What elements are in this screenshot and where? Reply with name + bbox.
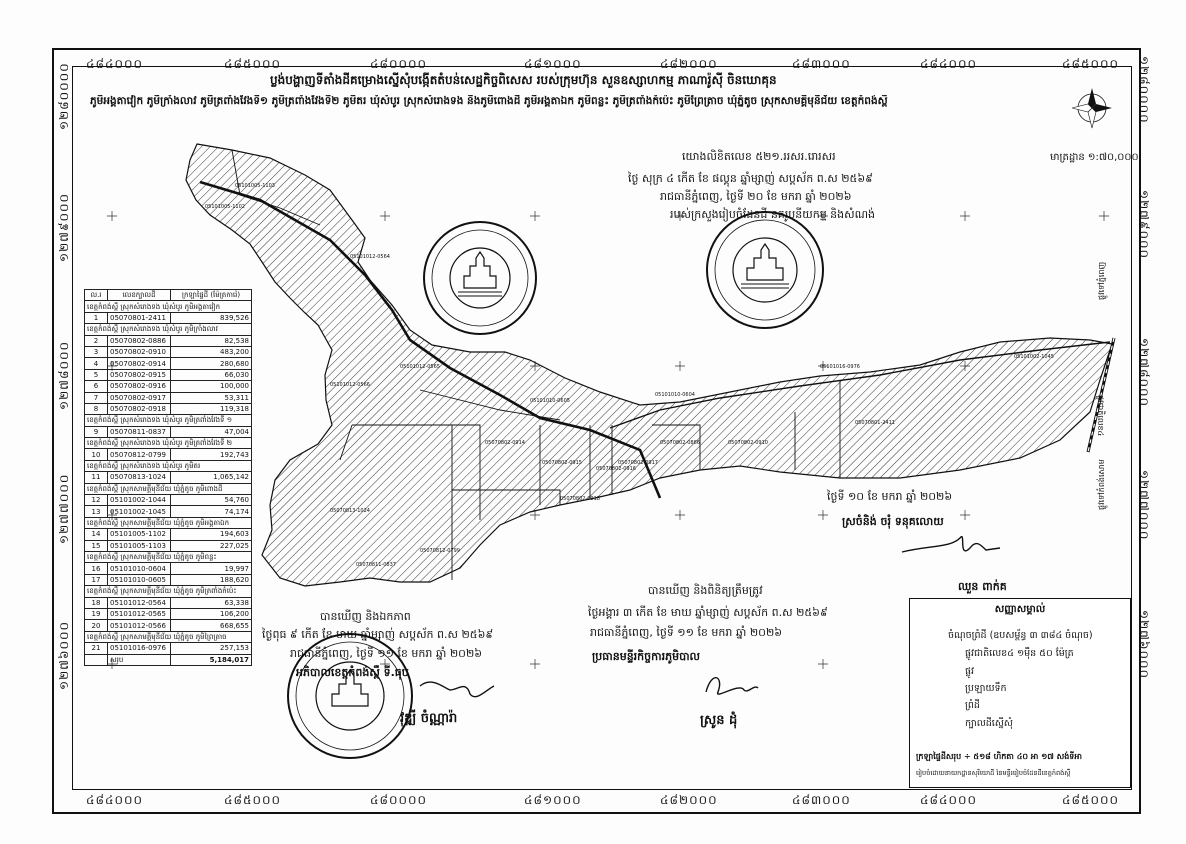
table-row [85,563,252,574]
table-total-row [85,654,252,665]
table-cell-no: 5 [85,369,108,380]
seen-right-office: ស្រចំនិង់ ចរុំ ទនុគលោយ [842,515,944,528]
grid-x-label: ៤៨១០០០ [524,57,582,71]
table-cell-no: 10 [85,449,108,460]
grid-x-label: ៤៨១០០០ [524,793,582,807]
table-cell-id: 05101010-0605 [108,574,171,585]
table-row [85,620,252,631]
plot-label: 05101012-0566 [330,382,370,388]
table-group-row [85,631,252,642]
grid-x-label: ៤៨៥០០០ [224,793,281,807]
seen-mid-place: រាជធានីភ្នំពេញ, ថ្ងៃទី ១១ ខែ មករា ឆ្នាំ ២០២៦ [590,626,783,639]
table-cell-no: 3 [85,346,108,357]
seen-mid-date: ថ្ងៃអង្គារ ៣ កើត ខែ មាឃ ឆ្នាំម្សាញ់ សប្តស័ក ព.ស ២៥៦៩ [588,606,828,619]
table-cell-id: 05101012-0566 [108,620,171,631]
table-group-label: ខេត្តកំពង់ស្ពឺ ស្រុកសំរោងទង ឃុំសំបូរ ភូមិត្រពាំងវែងទី ២ [85,438,252,449]
seen-mid-label: បានឃើញ និងពិនិត្យត្រឹមត្រូវ [648,584,763,597]
table-cell-area: 106,200 [171,608,252,619]
table-cell-id: 05101005-1102 [108,529,171,540]
grid-x-label: ៤៨៤០០០ [86,793,143,807]
legend-item-canal: ប្រឡាយទឹក [965,683,1007,694]
table-group-row [85,324,252,335]
plot-label: 05070811-0837 [356,562,396,568]
table-row [85,643,252,654]
plot-label: 05070802-0915 [542,460,582,466]
legend-item-national-road: ផ្លូវជាតិលេខ៤ ១ម៉ឺន ៥០ ម៉ែត្រ [965,648,1074,659]
table-cell-no: 17 [85,574,108,585]
plot-label: 05101012-0564 [350,254,390,260]
table-row [85,472,252,483]
table-cell-id: 05070802-0917 [108,392,171,403]
grid-x-label: ៤៨២០០០ [660,57,718,71]
grid-x-label: ៤៨៤០០០ [920,57,977,71]
table-cell-area: 1,065,142 [171,472,252,483]
table-group-row [85,460,252,471]
table-cell-no: 11 [85,472,108,483]
table-cell-area: 66,030 [171,369,252,380]
plot-label: 05101016-0976 [820,364,860,370]
table-cell-area: 194,603 [171,529,252,540]
approval-date: ថ្ងៃ សុក្រ ៤ កើត ខែ ផល្គុន ឆ្នាំម្សាញ់ សប្តស័ក ព.ស ២៥៦៩ [628,172,873,185]
table-group-label: ខេត្តកំពង់ស្ពឺ ស្រុកសាមគ្គីមុនីជ័យ ឃុំភ្នំតូច ភូមិអង្គតាឯក [85,517,252,528]
table-cell-no: 12 [85,495,108,506]
plot-label: 05070802-0914 [485,440,525,446]
table-total-label: សរុប [108,654,171,665]
table-cell-area: 119,318 [171,403,252,414]
grid-y-label: ១២៧៩០០០ [57,193,71,262]
table-row [85,574,252,585]
map-title: ប្លង់បង្ហាញទីតាំងដីគម្រោងស្នើសុំបង្កើតតំបន់សេដ្ឋកិច្ចពិសេស របស់ក្រុមហ៊ុន សួនឧស្សាហកម្ម ភាណារ៉ូសុី ចិនឃោគុន [270,73,777,87]
table-cell-id: 05101010-0604 [108,563,171,574]
seen-right-date: ថ្ងៃទី ១០ ខែ មករា ឆ្នាំ ២០២៦ [827,490,953,503]
table-group-label: ខេត្តកំពង់ស្ពឺ ស្រុកសំរោងទង ឃុំសំបូរ ភូមិក្រាំងលាវ [85,324,252,335]
table-cell-no: 2 [85,335,108,346]
grid-x-label: ៤៨២០០០ [660,793,718,807]
table-cell-no: 15 [85,540,108,551]
table-group-label: ខេត្តកំពង់ស្ពឺ ស្រុកសំរោងទង ឃុំសំបូរ ភូមិអង្គតាវៀក [85,301,252,312]
plot-label: 05070812-0799 [420,548,460,554]
table-cell-id: 05070802-0886 [108,335,171,346]
table-cell-area: 74,174 [171,506,252,517]
table-cell-area: 19,997 [171,563,252,574]
table-cell-no: 4 [85,358,108,369]
table-cell-area: 257,153 [171,643,252,654]
table-header-no: ល.រ [85,290,108,301]
road-label-kampong-som: ផ្លូវទៅកំពង់សោម [1097,459,1106,510]
road-label-national: ផ្លូវជាតិលេខ៤ [1096,395,1105,437]
table-cell-id: 05070801-2411 [108,312,171,323]
table-group-label: ខេត្តកំពង់ស្ពឺ ស្រុកសាមគ្គីមុនីជ័យ ឃុំភ្នំតូច ភូមិពោងដី [85,483,252,494]
table-cell-id: 05070802-0918 [108,403,171,414]
table-row [85,346,252,357]
table-group-row [85,438,252,449]
table-row [85,369,252,380]
plot-label: 05070802-0916 [596,466,636,472]
table-row [85,540,252,551]
table-row [85,597,252,608]
table-cell-no: 8 [85,403,108,414]
table-group-row [85,301,252,312]
table-row [85,335,252,346]
table-cell-area: 483,200 [171,346,252,357]
table-cell-id: 05101012-0565 [108,608,171,619]
table-row [85,426,252,437]
table-row [85,392,252,403]
parcel-table [84,289,252,666]
grid-y-label: ១២៧៧០០០ [1137,470,1151,541]
seen-mid-name: ស្រូន ដុំ [700,713,738,728]
plot-label: 05070801-2411 [855,420,895,426]
table-cell-area: 63,338 [171,597,252,608]
table-total-blank [85,654,108,665]
road-label-phnom-penh: ផ្លូវទៅភ្នំពេញ [1097,261,1106,300]
table-cell-area: 188,620 [171,574,252,585]
table-group-label: ខេត្តកំពង់ស្ពឺ ស្រុកសាមគ្គីមុនីជ័យ ឃុំភ្នំតូច ភូមិពន្លះ [85,551,252,562]
signature-left [420,682,494,697]
table-row [85,381,252,392]
table-cell-no: 21 [85,643,108,654]
table-group-row [85,415,252,426]
legend-item-boundary: ព្រំដី [965,700,980,711]
approval-ref: យោងលិខិតលេខ ៥២១.ររសរ.រោរសរ [682,150,836,163]
table-cell-no: 7 [85,392,108,403]
table-cell-area: 227,025 [171,540,252,551]
table-group-label: ខេត្តកំពង់ស្ពឺ ស្រុកសាមគ្គីមុនីជ័យ ឃុំភ្នំតូច ភូមិព្រៃត្រាច [85,631,252,642]
table-row [85,529,252,540]
grid-x-label: ៤៨៤០០០ [920,793,977,807]
grid-x-label: ៤៨៣០០០ [792,57,851,71]
map-subtitle: ភូមិអង្គតាវៀក ភូមិក្រាំងលាវ ភូមិត្រពាំងវែងទី១ ភូមិត្រពាំងវែងទី២ ភូមិតរ ឃុំសំបូរ ស្រុកសំរោងទង និងភូមិពោងដី ភូមិអង្គតាឯក ភូមិពន្លះ ភូមិត្រពាំងកំប៉េះ ភូមិព្រៃត្រាច ឃុំភ្នំតូច ស្រុកសាមគ្គីមុនីជ័យ ខេត្តកំពង់ស្ពឺ [90,95,888,107]
table-cell-area: 668,655 [171,620,252,631]
table-cell-no: 6 [85,381,108,392]
table-cell-id: 05101005-1103 [108,540,171,551]
table-group-row [85,551,252,562]
seen-left-name: វុឌ្ឍី ចំណ្ណារ៉ា [400,711,458,726]
plot-label: 05070802-0886 [660,440,700,446]
plot-label: 05070802-0910 [728,440,768,446]
legend-box [909,598,1131,788]
table-cell-id: 05101002-1044 [108,495,171,506]
table-cell-id: 05070802-0915 [108,369,171,380]
seen-mid-office: ប្រធានមន្ទីរកិច្ចការភូមិបាល [592,650,701,663]
approval-place: រាជធានីភ្នំពេញ, ថ្ងៃទី ២០ ខែ មករា ឆ្នាំ ២០២៦ [660,190,852,203]
legend-item-road: ផ្លូវ [965,666,975,677]
grid-y-label: ១២៧៨០០០ [1137,338,1151,407]
grid-y-label: ១២៨០០០០ [57,62,71,130]
signature-right [902,537,1000,552]
table-cell-id: 05101016-0976 [108,643,171,654]
map-scale: មាត្រដ្ឋាន ១:៧០,០០០ [1050,152,1139,163]
table-cell-id: 05101002-1045 [108,506,171,517]
table-row [85,449,252,460]
table-cell-no: 13 [85,506,108,517]
table-cell-area: 192,743 [171,449,252,460]
approval-ministry: របស់ក្រសួងរៀបចំដែនដី នគរូបនីយកម្ម និងសំណង់ [670,208,876,221]
table-cell-area: 47,004 [171,426,252,437]
table-cell-area: 53,311 [171,392,252,403]
table-header-id: លេខក្បាលដី [108,290,171,301]
grid-y-label: ១២៧៧០០០ [57,473,71,544]
grid-y-label: ១២៧៦០០០ [1137,610,1151,679]
table-row [85,358,252,369]
table-cell-id: 05101012-0564 [108,597,171,608]
table-row [85,495,252,506]
seen-left-date: ថ្ងៃពុធ ៩ កើត ខែ មាឃ ឆ្នាំម្សាញ់ សប្តស័ក ព.ស ២៥៦៩ [262,628,494,641]
grid-y-label: ១២៧៦០០០ [57,621,71,690]
table-cell-no: 20 [85,620,108,631]
table-cell-no: 14 [85,529,108,540]
signature-mid [706,678,758,694]
ministry-seal-right [707,212,823,328]
grid-x-label: ៤៨០០០០ [370,57,427,71]
seen-left-place: រាជធានីភ្នំពេញ, ថ្ងៃទី ១១ ខែ មករា ឆ្នាំ ២០២៦ [290,647,483,660]
grid-x-label: ៤៨០០០០ [370,793,427,807]
grid-x-label: ៤៨៥០០០ [1062,57,1119,71]
table-cell-id: 05070802-0916 [108,381,171,392]
north-arrow-icon [1072,88,1112,128]
table-row [85,312,252,323]
plot-label: 05101012-0565 [400,364,440,370]
table-cell-area: 82,538 [171,335,252,346]
grid-x-label: ៤៨៤០០០ [86,57,143,71]
table-cell-area: 280,680 [171,358,252,369]
table-header-area: ក្រឡាផ្ទៃដី (ម៉ែត្រការ៉េ) [171,290,252,301]
table-group-label: ខេត្តកំពង់ស្ពឺ ស្រុកសំរោងទង ឃុំសំបូរ ភូមិត្រពាំងវែងទី ១ [85,415,252,426]
plot-label: 05070802-0918 [560,496,600,502]
table-cell-id: 05070811-0837 [108,426,171,437]
grid-y-label: ១២៧៨០០០ [57,341,71,410]
ministry-seal-left [424,222,536,334]
table-cell-id: 05070813-1024 [108,472,171,483]
plot-label: 05101010-0605 [530,398,570,404]
parcel-table-body [85,301,252,654]
table-cell-no: 16 [85,563,108,574]
legend-item-boundary-point: ចំណុចព្រំដី (ឧបសម្ព័ន្ធ ៣ ៣៨៤ ចំណុច) [948,630,1093,641]
legend-note: រៀបចំដោយនាយកដ្ឋានសុរិយោដី នៃមន្ទីររៀបចំដែនដីខេត្តកំពង់ស្ពឺ [916,769,1071,777]
seen-left-label: បានឃើញ និងឯកភាព [320,610,411,623]
table-cell-id: 05070802-0910 [108,346,171,357]
table-cell-area: 100,000 [171,381,252,392]
legend-item-requested-parcel: ក្បាលដីស្នើសុំ [965,718,1013,729]
grid-y-label: ១២៧៩០០០ [1137,190,1151,259]
table-row [85,608,252,619]
plot-label: 05101002-1045 [1014,354,1054,360]
table-total-value: 5,184,017 [171,654,252,665]
table-group-row [85,517,252,528]
table-cell-id: 05070802-0914 [108,358,171,369]
table-cell-area: 839,526 [171,312,252,323]
table-cell-no: 9 [85,426,108,437]
table-group-row [85,586,252,597]
plot-label: 05070813-1024 [330,508,370,514]
seen-left-office: អភិបាលខេត្តកំពង់ស្ពឺ ទី.ធុប [296,666,409,679]
table-cell-id: 05070812-0799 [108,449,171,460]
grid-x-label: ៤៨៥០០០ [224,57,281,71]
seen-right-name: ឈួន ពាក់គ [958,580,1007,593]
grid-y-label: ១២៨០០០០ [1137,56,1151,124]
table-row [85,506,252,517]
table-header-row [85,290,252,301]
legend-total-area: ក្រឡាផ្ទៃដីសរុប ÷ ៥១៨ ហិកតា ៤០ អា ១៧ សង់ទីអា [916,752,1083,761]
legend-title: សញ្ញាសម្គាល់ [994,604,1046,615]
table-row [85,403,252,414]
table-cell-no: 18 [85,597,108,608]
project-area-polygon [186,144,1112,586]
table-cell-no: 19 [85,608,108,619]
grid-x-label: ៤៨៥០០០ [1062,793,1119,807]
table-cell-area: 54,760 [171,495,252,506]
table-group-row [85,483,252,494]
table-group-label: ខេត្តកំពង់ស្ពឺ ស្រុកសាមគ្គីមុនីជ័យ ឃុំភ្នំតូច ភូមិត្រពាំងកំប៉េះ [85,586,252,597]
plot-label: 05101005-1103 [235,183,275,189]
table-cell-no: 1 [85,312,108,323]
plot-label: 05070802-0917 [618,460,658,466]
plot-label: 05101005-1102 [205,204,245,210]
grid-x-label: ៤៨៣០០០ [792,793,851,807]
table-group-label: ខេត្តកំពង់ស្ពឺ ស្រុកសំរោងទង ឃុំសំបូរ ភូមិតរ [85,460,252,471]
plot-label: 05101010-0604 [655,392,695,398]
